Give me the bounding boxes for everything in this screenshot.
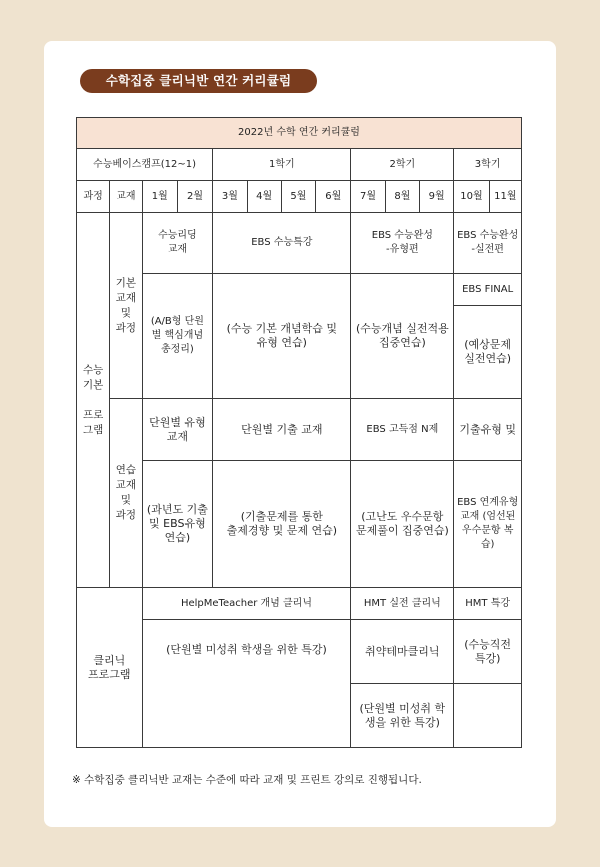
practice-sem1-content: (기출문제를 통한 출제경향 및 문제 연습) [213, 461, 351, 588]
clinic-practical-clinic: HMT 실전 클리닉 [351, 588, 454, 620]
col-header-month: 1월 [142, 181, 177, 213]
practice-sem1-book: 단원별 기출 교재 [213, 399, 351, 461]
practice-base-camp-content: (과년도 기출 및 EBS유형 연습) [142, 461, 213, 588]
clinic-weak-theme: 취약테마클리닉 [351, 620, 454, 684]
practice-course-label: 연습 교재 및 과정 [110, 399, 142, 588]
basic-course-label: 기본 교재 및 과정 [110, 213, 142, 399]
clinic-concept-clinic: HelpMeTeacher 개념 클리닉 [142, 588, 351, 620]
basic-sem3-book: EBS 수능완성 -실전편 [454, 213, 522, 274]
practice-sem3-content: EBS 연계유형 교재 (엄선된 우수문항 복 습) [454, 461, 522, 588]
col-header-month: 4월 [247, 181, 281, 213]
practice-sem2-content: (고난도 우수문항 문제풀이 집중연습) [351, 461, 454, 588]
practice-sem2-book: EBS 고득점 N제 [351, 399, 454, 461]
col-header-month: 3월 [213, 181, 247, 213]
footnote: ※ 수학집중 클리닉반 교재는 수준에 따라 교재 및 프린트 강의로 진행됩니다. [72, 774, 422, 786]
empty-cell [454, 684, 522, 748]
clinic-sem2-content: (단원별 미성취 학 생을 위한 특강) [351, 684, 454, 748]
basic-sem2-book: EBS 수능완성 -유형편 [351, 213, 454, 274]
col-header-month: 8월 [385, 181, 419, 213]
basic-sem1-book: EBS 수능특강 [213, 213, 351, 274]
period-semester-2: 2학기 [351, 149, 454, 181]
period-semester-3: 3학기 [454, 149, 522, 181]
col-header-month: 6월 [316, 181, 351, 213]
table-title: 2022년 수학 연간 커리큘럼 [77, 118, 522, 149]
col-header-month: 9월 [420, 181, 454, 213]
period-semester-1: 1학기 [213, 149, 351, 181]
clinic-program-label: 클리닉 프로그램 [77, 588, 143, 748]
col-header-month: 10월 [454, 181, 489, 213]
basic-sem3-content: (예상문제 실전연습) [454, 306, 522, 399]
clinic-special: HMT 특강 [454, 588, 522, 620]
page-title: 수학집중 클리닉반 연간 커리큘럼 [80, 69, 317, 93]
period-base-camp: 수능베이스캠프(12~1) [77, 149, 213, 181]
curriculum-table [76, 117, 522, 748]
clinic-concept-content: (단원별 미성취 학생을 위한 특강) [142, 620, 351, 748]
col-header-month: 7월 [351, 181, 385, 213]
basic-sem3-final: EBS FINAL [454, 274, 522, 306]
col-header-month: 2월 [177, 181, 212, 213]
col-header-month: 5월 [281, 181, 315, 213]
practice-base-camp-book: 단원별 유형 교재 [142, 399, 213, 461]
basic-base-camp-book: 수능리딩 교재 [142, 213, 213, 274]
col-header-month: 11월 [489, 181, 521, 213]
basic-base-camp-content: (A/B형 단원 별 핵심개념 총정리) [142, 274, 213, 399]
basic-sem1-content: (수능 기본 개념학습 및 유형 연습) [213, 274, 351, 399]
col-header-course: 과정 [77, 181, 110, 213]
basic-sem2-content: (수능개념 실전적용 집중연습) [351, 274, 454, 399]
col-header-book: 교재 [110, 181, 142, 213]
clinic-special-content: (수능직전 특강) [454, 620, 522, 684]
suneung-program-label: 수능 기본 프로 그램 [77, 213, 110, 588]
practice-sem3-book: 기출유형 및 [454, 399, 522, 461]
